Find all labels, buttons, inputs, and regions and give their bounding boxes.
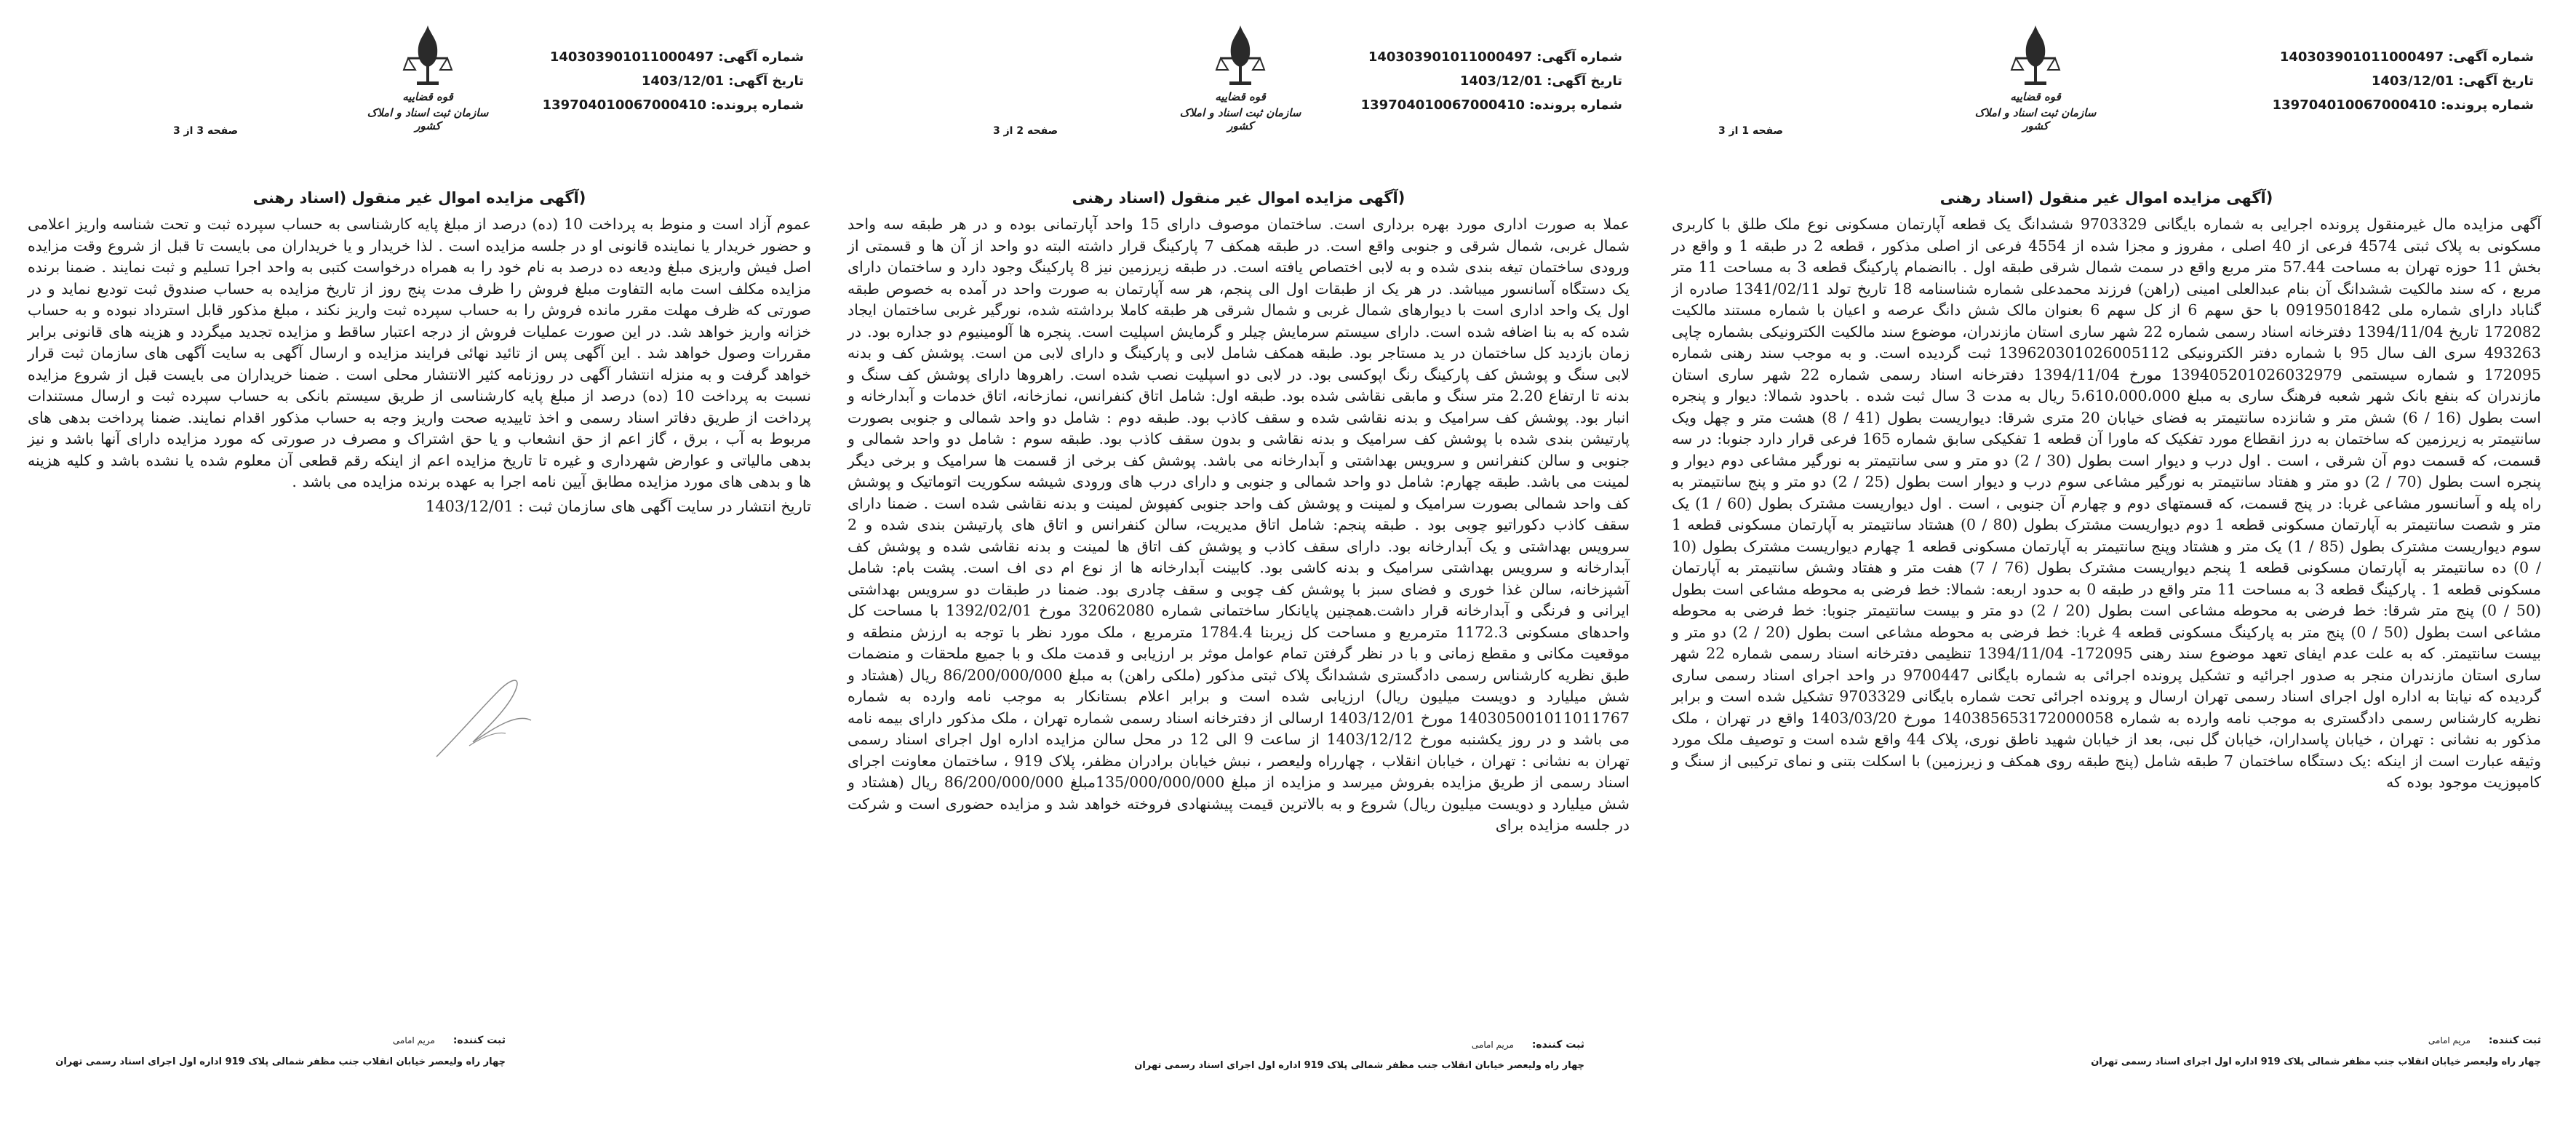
case-number: 139704010067000410 [1360, 97, 1526, 113]
registrant-name: مریم امامی [2428, 1035, 2471, 1046]
header-meta [543, 45, 804, 117]
case-number: 139704010067000410 [542, 97, 707, 113]
judiciary-label: قوه قضاییه [2010, 90, 2061, 103]
ad-date-label: تاریخ آگهی: [728, 73, 804, 89]
page-1 [1651, 0, 2576, 1143]
office-address: چهار راه ولیعصر خیابان انقلاب جنب مظفر شمالی پلاک 919 اداره اول اجرای اسناد رسمی تهران [1134, 1060, 1584, 1071]
ad-number: 140303901011000497 [549, 49, 714, 65]
judiciary-emblem [1963, 22, 2108, 156]
page-3 [0, 0, 826, 1143]
handwritten-signature [429, 669, 538, 764]
registrant-label: ثبت کننده: [2488, 1035, 2541, 1046]
registrant [2428, 1035, 2541, 1046]
registrant-label: ثبت کننده: [452, 1035, 506, 1046]
notice-title: (آگهی مزایده اموال غیر منقول (اسناد رهنی [252, 189, 586, 207]
judiciary-label: قوه قضاییه [402, 90, 453, 103]
notice-body: آگهی مزایده مال غیرمنقول پرونده اجرایی به شماره بایگانی 9703329 ششدانگ یک قطعه آپارتمان مسکونی نوع ملک طلق با کاربری مسکونی به پلاک ثبتی 4574 فرعی از 40 اصلی ، مفروز و مجزا شده از 4554 فرعی از اصلی مذکور ، قطعه 2 در طبقه 1 و واقع در بخش 11 حوزه تهران به مساحت 57.44 متر مربع واقع در سمت شمال شرقی طبقه اول . باانضمام پارکینگ قطعه 3 به مساحت 11 متر مربع ، که سند مالکیت ششدانگ آن بنام عبدالعلی امینی (راهن) فرزند محمدعلی شماره شناسنامه 18 تاریخ تولد 1341/02/11 صادره از گناباد دارای شماره ملی 0919501842 با حق سهم 6 از کل سهم 6 بعنوان مالک شش دانگ عرصه و اعیان با شماره مستند مالکیت 172082 تاریخ 1394/11/04 دفترخانه اسناد رسمی شماره 22 شهر ساری استان مازندران، موضوع سند مالکیت الکترونیکی بشماره چاپی 493263 سری الف سال 95 با شماره دفتر الکترونیکی 139620301026005112 ثبت گردیده است. و به موجب سند رهنی شماره 172095 و شماره سیستمی 139405201026032979 مورخ 1394/11/04 دفترخانه اسناد رسمی شماره 22 شهر ساری استان مازندران که بنفع بانک شهر شعبه فرهنگ ساری به مبلغ 5،610،000،000 ریال به مدت 3 سال ثبت شده . باحدود شمالا: دیوار و پنجره است بطول (16 / 6) شش متر و شانزده سانتیمتر به فضای خیابان 20 متری شرقا: دیواریست بطول (41 / 8) هشت متر و چهل ویک سانتیمتر به زیرزمین که ساختمان به درز انقطاع مورد تفکیک که ماورا آن قطعه 1 تفکیکی سابق شماره 165 فرعی قرار دارد جنوبا: در سه قسمت، که قسمت دوم آن شرقی ، است . اول درب و دیوار است بطول (30 / 2) دو متر و سی سانتیمتر به نورگیر مشاعی دوم دیوار و پنجره است بطول (70 / 2) دو متر و هفتاد سانتیمتر به نورگیر مشاعی سوم درب و دیوار است بطول (25 / 2) دو متر و پنج سانتیمتر به راه پله و آسانسور مشاعی غربا: در پنج قسمت، که قسمتهای دوم و چهارم آن جنوبی ، است . اول دیواریست مشترک بطول (60 / 1) یک متر و شصت سانتیمتر به آپارتمان مسکونی قطعه 1 دوم دیواریست مشترک بطول (80 / 0) هشتاد سانتیمتر به آپارتمان مسکونی قطعه 1 سوم دیواریست مشترک بطول (85 / 1) یک متر و هشتاد وپنج سانتیمتر به آپارتمان مسکونی قطعه 1 چهارم دیواریست مشترک بطول (10 / 0) ده سانتیمتر به آپارتمان مسکونی قطعه 1 پنجم دیواریست مشترک بطول (76 / 7) هفت متر و هفتاد وشش سانتیمتر به آپارتمان مسکونی قطعه 1 . پارکینگ قطعه 3 به مساحت 11 متر واقع در طبقه 0 به حدود اربعه: شمالا: خط فرضی به محوطه مشاعی است بطول (50 / 0) پنج متر شرقا: خط فرضی به محوطه مشاعی است بطول (20 / 2) دو متر و بیست سانتیمتر جنوبا: خط فرضی به محوطه مشاعی است بطول (50 / 0) پنج متر به پارکینگ مسکونی قطعه 4 غربا: خط فرضی به محوطه مشاعی است بطول (20 / 2) دو متر و بیست سانتیمتر. که به علت عدم ایفای تعهد موضوع سند رهنی 172095- 1394/11/04 تنظیمی دفترخانه اسناد رسمی شماره 22 شهر ساری استان مازندران منجر به صدور اجرائیه و تشکیل پرونده اجرائی به شماره بایگانی 9700447 در واحد اجرای اسناد رسمی ساری گردیده که نیابتا به اداره اول اجرای اسناد رسمی تهران ارسال و پرونده اجرائی تحت شماره بایگانی 9703329 تشکیل شده است و برابر نظریه کارشناس رسمی دادگستری به موجب نامه وارده به شماره 140385653172000058 مورخ 1403/03/20 واقع در تهران ، ملک مذکور به نشانی : تهران ، خیابان پاسداران، خیابان گل نبی، بعد از خیابان شهید ناطق نوری، پلاک 44 واقع شده است و توصیف ملک مورد وثیقه عبارت است از اینکه :یک دستگاه ساختمان 7 طبقه شامل (پنج طبقه روی همکف و زیرزمین) با اسکلت بتنی و نمای ترکیبی از سنگ و کامپوزیت موجود بوده که [1666, 215, 2542, 791]
notice-title: (آگهی مزایده اموال غیر منقول (اسناد رهنی [1072, 189, 1405, 207]
emblem-icon [402, 22, 453, 87]
ad-number: 140303901011000497 [1368, 49, 1533, 65]
office-address: چهار راه ولیعصر خیابان انقلاب جنب مظفر شمالی پلاک 919 اداره اول اجرای اسناد رسمی تهران [2091, 1056, 2541, 1067]
page-header [848, 0, 1630, 175]
ad-date: 1403/12/01 [641, 73, 725, 89]
ad-number-label: شماره آگهی: [718, 49, 804, 65]
notice-body: عموم آزاد است و منوط به پرداخت 10 (ده) درصد از مبلغ پایه کارشناسی به حساب سپرده ثبت و تحت شناسه واریز اعلامی و حضور خریدار یا نماینده قانونی او در جلسه مزایده است . لذا خریدار و یا خریداران می بایست تا قبل از شروع وقت مزایده اصل فیش واریزی مبلغ ودیعه ده درصد به نام خود را به همراه درخواست کتبی به واحد اجرا تسلیم و ثبت نمایند . ضمنا برنده مزایده مکلف است مابه التفاوت مبلغ فروش را ظرف مدت پنج روز از تاریخ مزایده به حساب صندوق ثبت تودیع نماید و در صورتی که ظرف مهلت مقرر مانده فروش را به حساب سپرده ثبت واریز نکند ، مبلغ مذکور قابل استرداد نبوده و به حساب خزانه واریز خواهد شد. در این صورت عملیات فروش از درجه اعتبار ساقط و مزایده تجدید میگردد و هزینه های قانونی برابر مقررات وصول خواهد شد . این آگهی پس از تائید نهائی فرایند مزایده و ارسال آگهی به سایت آگهی های سازمان ثبت قرار خواهد گرفت و به منزله انتشار آگهی در روزنامه کثیر الانتشار محلی است . ضمنا خریداران می بایست قبل از شروع مزایده نسبت به پرداخت 10 (ده) درصد از مبلغ پایه کارشناسی از طریق سیستم بانکی به حساب سپرده ثبت و ارسال مستندات پرداخت از طریق دفاتر اسناد رسمی و اخذ تاییدیه صحت واریز وجه به حساب مذکور اقدام نمایند. ضمنا پرداخت بدهی های مربوط به آب ، برق ، گاز اعم از حق انشعاب و یا حق اشتراک و مصرف در صورتی که مورد مزایده دارای آنها باشد و نیز بدهی مالیاتی و عوارض شهرداری و غیره تا تاریخ مزایده اعم از اینکه رقم قطعی آن معلوم شده یا نشده باشد و کلیه هزینه ها و بدهی های مورد مزایده مطابق آیین نامه اجرا به عهده برنده مزایده می باشد . [22, 215, 811, 490]
org-name: سازمان ثبت اسناد و املاک کشور [367, 106, 489, 132]
case-number: 139704010067000410 [2272, 97, 2437, 113]
page-2 [826, 0, 1651, 1143]
office-address: چهار راه ولیعصر خیابان انقلاب جنب مظفر شمالی پلاک 919 اداره اول اجرای اسناد رسمی تهران [55, 1056, 506, 1067]
ad-date: 1403/12/01 [2371, 73, 2455, 89]
ad-date-label: تاریخ آگهی: [1547, 73, 1622, 89]
page-header [28, 0, 811, 175]
notice-title: (آگهی مزایده اموال غیر منقول (اسناد رهنی [1939, 189, 2273, 207]
org-name: سازمان ثبت اسناد و املاک کشور [1974, 106, 2097, 132]
publication-date-line: تاریخ انتشار در سایت آگهی های سازمان ثبت : 1403/12/01 [425, 497, 811, 515]
judiciary-emblem [1168, 22, 1313, 156]
case-number-label: شماره پرونده: [711, 97, 804, 113]
registrant [393, 1035, 506, 1046]
page-header [1672, 0, 2541, 175]
registrant-name: مریم امامی [1471, 1040, 1514, 1050]
judiciary-emblem [355, 22, 501, 156]
ad-date-label: تاریخ آگهی: [2458, 73, 2534, 89]
org-name: سازمان ثبت اسناد و املاک کشور [1179, 106, 1301, 132]
registrant [1472, 1039, 1584, 1051]
ad-number-label: شماره آگهی: [2448, 49, 2534, 65]
ad-number-label: شماره آگهی: [1536, 49, 1622, 65]
registrant-name: مریم امامی [392, 1035, 435, 1046]
header-meta [2273, 45, 2534, 117]
page-number: صفحه 1 از 3 [1718, 125, 1784, 137]
notice-body: عملا به صورت اداری مورد بهره برداری است. ساختمان موصوف دارای 15 واحد آپارتمانی بوده و در هر طبقه سه واحد شمال غربی، شمال شرقی و جنوبی واقع است. در طبقه همکف 7 پارکینگ قرار داشته البته دو واحد از آن ها و قسمتی از ورودی ساختمان تیغه بندی شده و به لابی اختصاص یافته است. در طبقه زیرزمین نیز 8 پارکینگ وجود دارد و ساختمان دارای یک دستگاه آسانسور میباشد. در هر یک از طبقات اول الی پنجم، هر سه آپارتمان به صورت واحد در آمده به خصوص طبقه اول یک واحد اداری است با دیوارهای شمال غربی و شمال شرقی هر طبقه کاملا برداشته شده، نورگیر غربی ساختمان ایجاد شده که به بنا اضافه شده است. دارای سیستم سرمایش چیلر و گرمایش اسپلیت است. پنجره ها آلومینیوم دو جداره بود. در زمان بازدید کل ساختمان در ید مستاجر بود. طبقه همکف شامل لابی و پارکینگ و دارای لابی من است. پوشش کف و بدنه لابی سنگ و پوشش کف پارکینگ رنگ اپوکسی بود. در لابی دو اسپلیت نصب شده است. راهروها دارای پوشش کف سنگ و بدنه تا ارتفاع 2.20 متر سنگ و مابقی نقاشی شده بود. طبقه اول: شامل اتاق کنفرانس، نمازخانه، اتاق خدمات و آبدارخانه و انبار بود. پوشش کف سرامیک و بدنه نقاشی شده و سقف کاذب بود. طبقه دوم : شامل دو واحد شمالی و جنوبی بصورت پارتیشن بندی شده با پوشش کف سرامیک و بدنه نقاشی و بدون سقف کاذب بود. طبقه سوم : شامل دو واحد شمالی و جنوبی و سالن کنفرانس و سرویس بهداشتی و آبدارخانه می باشد. پوشش کف برخی از قسمت ها سرامیک و برخی دیگر لمینت می باشد. طبقه چهارم: شامل دو واحد شمالی و جنوبی و دارای درب های ورودی شیشه سکوریت اتوماتیک و پوشش کف واحد شمالی بصورت سرامیک و لمینت و پوشش کف واحد جنوبی کفپوش لمینت و بدنه نقاشی شده است . ضمنا دارای سقف کاذب دکوراتیو چوبی بود . طبقه پنجم: شامل اتاق مدیریت، سالن کنفرانس و اتاق های پارتیشن بندی شده و 2 سرویس بهداشتی و یک آبدارخانه بود. دارای سقف کاذب و پوشش کف اتاق ها لمینت و بدنه نقاشی شده و پوشش کف آبدارخانه و سرویس بهداشتی سرامیک و بدنه کاشی بود. کابینت آبدارخانه ها از نوع ام دی اف است. پشت بام: شامل آشپزخانه، سالن غذا خوری و فضای سبز با پوشش کف چوبی و سقف چادری بود. ضمنا در طبقات دو سرویس بهداشتی ایرانی و فرنگی و آبدارخانه قرار داشت.همچنین پایانکار ساختمانی شماره 32062080 مورخ 1392/02/01 با مساحت کل واحدهای مسکونی 1172.3 مترمربع و مساحت کل زیربنا 1784.4 مترمربع ، ملک مورد نظر با توجه به ارزش منطقه و موقعیت مکانی و مقطع زمانی و با در نظر گرفتن تمام عوامل موثر بر ارزیابی و قدمت ملک و با جمیع ملحقات و منضمات طبق نظریه کارشناس رسمی دادگستری ششدانگ پلاک ثبتی مذکور (ملکی راهن) به مبلغ 86/200/000/000 ریال (هشتاد و شش میلیارد و دویست میلیون ریال) ارزیابی شده است و برابر اعلام بستانکار به موجب نامه وارده به شماره 140305001011011767 مورخ 1403/12/01 ارسالی از دفترخانه اسناد رسمی شماره تهران ، ملک مذکور دارای بیمه نامه می باشد و در روز یکشنبه مورخ 1403/12/12 از ساعت 9 الی 12 در محل سالن مزایده اداره اول اجرای اسناد رسمی تهران به نشانی : تهران ، خیابان انقلاب ، چهارراه ولیعصر ، نبش خیابان برادران مظفر، پلاک 919 ، ساختمان معاونت اجرای اسناد رسمی از طریق مزایده بفروش میرسد و مزایده از مبلغ 135/000/000/000مبلغ 86/200/000/000 ریال (هشتاد و شش میلیارد و دویست میلیون ریال) شروع و به بالاترین قیمت پیشنهادی فروخته خواهد شد و مزایده حضوری است و شرکت در جلسه مزایده برای [842, 215, 1630, 834]
case-number-label: شماره پرونده: [1529, 97, 1622, 113]
ad-number: 140303901011000497 [2279, 49, 2444, 65]
page-number: صفحه 2 از 3 [993, 125, 1058, 137]
registrant-label: ثبت کننده: [1531, 1039, 1584, 1051]
case-number-label: شماره پرونده: [2441, 97, 2534, 113]
header-meta [1361, 45, 1622, 117]
ad-date: 1403/12/01 [1459, 73, 1543, 89]
emblem-icon [2010, 22, 2061, 87]
emblem-icon [1215, 22, 1266, 87]
judiciary-label: قوه قضاییه [1215, 90, 1266, 103]
page-number: صفحه 3 از 3 [173, 125, 239, 137]
